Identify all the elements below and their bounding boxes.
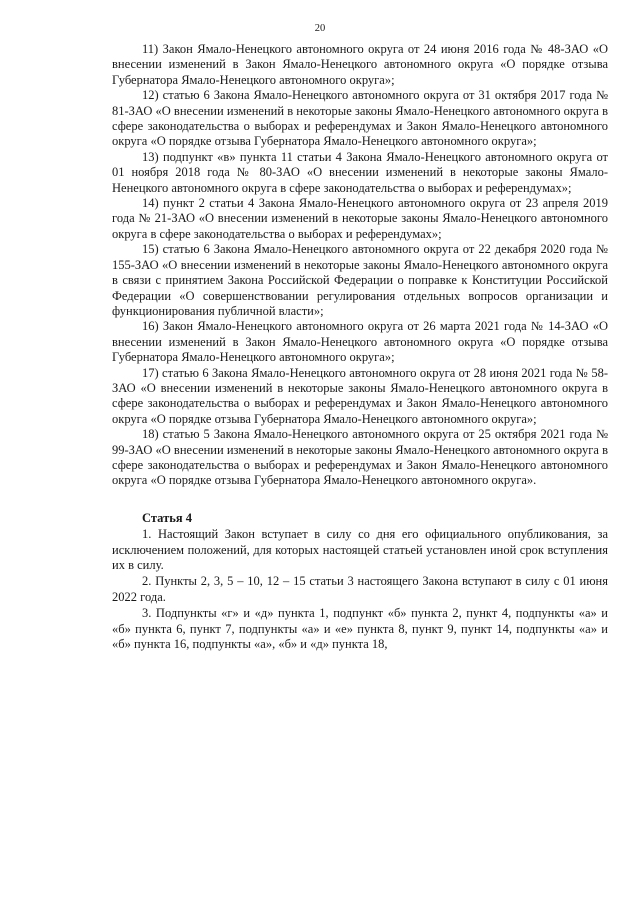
- list-item-12: 12) статью 6 Закона Ямало-Ненецкого автономного округа от 31 октября 2017 года № 81-ЗАО «О внесении изменений в некоторые законы Ямало-Ненецкого автономного округа в сфере законодательства о выборах и референдумах и Закон Ямало-Ненецкого автономного округа «О порядке отзыва Губернатора Ямало-Ненецкого автономного округа»;: [112, 88, 608, 149]
- article-4-paragraph-2: 2. Пункты 2, 3, 5 – 10, 12 – 15 статьи 3 настоящего Закона вступают в силу с 01 июня 2022 года.: [112, 574, 608, 604]
- list-item-14: 14) пункт 2 статьи 4 Закона Ямало-Ненецкого автономного округа от 23 апреля 2019 года № 21-ЗАО «О внесении изменений в некоторые законы Ямало-Ненецкого автономного округа в сфере законодательства о выборах и референдумах»;: [112, 196, 608, 241]
- list-item-15: 15) статью 6 Закона Ямало-Ненецкого автономного округа от 22 декабря 2020 года № 155-ЗАО «О внесении изменений в некоторые законы Ямало-Ненецкого автономного округа в связи с принятием Закона Российской Федерации о поправке к Конституции Российской Федерации «О совершенствовании регулирования отдельных вопросов организации и функционирования публичной власти»;: [112, 242, 608, 318]
- list-item-17: 17) статью 6 Закона Ямало-Ненецкого автономного округа от 28 июня 2021 года № 58-ЗАО «О внесении изменений в некоторые законы Ямало-Ненецкого автономного округа в сфере законодательства о выборах и референдумах и Закон Ямало-Ненецкого автономного округа «О порядке отзыва Губернатора Ямало-Ненецкого автономного округа»;: [112, 365, 608, 426]
- article-4-heading: Статья 4: [142, 510, 192, 525]
- article-4-paragraph-1: 1. Настоящий Закон вступает в силу со дня его официального опубликования, за исключением положений, для которых настоящей статьей установлен иной срок вступления их в силу.: [112, 527, 608, 572]
- list-item-18: 18) статью 5 Закона Ямало-Ненецкого автономного округа от 25 октября 2021 года № 99-ЗАО «О внесении изменений в некоторые законы Ямало-Ненецкого автономного округа в сфере законодательства о выборах и референдумах и Закон Ямало-Ненецкого автономного округа «О порядке отзыва Губернатора Ямало-Ненецкого автономного округа».: [112, 427, 608, 488]
- list-item-16: 16) Закон Ямало-Ненецкого автономного округа от 26 марта 2021 года № 14-ЗАО «О внесении изменений в Закон Ямало-Ненецкого автономного округа «О порядке отзыва Губернатора Ямало-Ненецкого автономного округа»;: [112, 319, 608, 365]
- article-4-paragraph-3: 3. Подпункты «г» и «д» пункта 1, подпункт «б» пункта 2, пункт 4, подпункты «а» и «б» пункта 6, пункт 7, подпункты «а» и «е» пункта 8, пункт 9, пункт 14, подпункты «а» и «б» пункта 16, подпункты «а», «б» и «д» пункта 18,: [112, 606, 608, 652]
- list-item-13: 13) подпункт «в» пункта 11 статьи 4 Закона Ямало-Ненецкого автономного округа от 01 ноября 2018 года № 80-ЗАО «О внесении изменений в некоторые законы Ямало-Ненецкого автономного округа в сфере законодательства о выборах и референдумах»;: [112, 149, 608, 195]
- page-number: 20: [314, 23, 326, 34]
- list-item-11: 11) Закон Ямало-Ненецкого автономного округа от 24 июня 2016 года № 48-ЗАО «О внесении изменений в Закон Ямало-Ненецкого автономного округа «О порядке отзыва Губернатора Ямало-Ненецкого автономного округа»;: [112, 42, 608, 87]
- document-body: [112, 42, 608, 652]
